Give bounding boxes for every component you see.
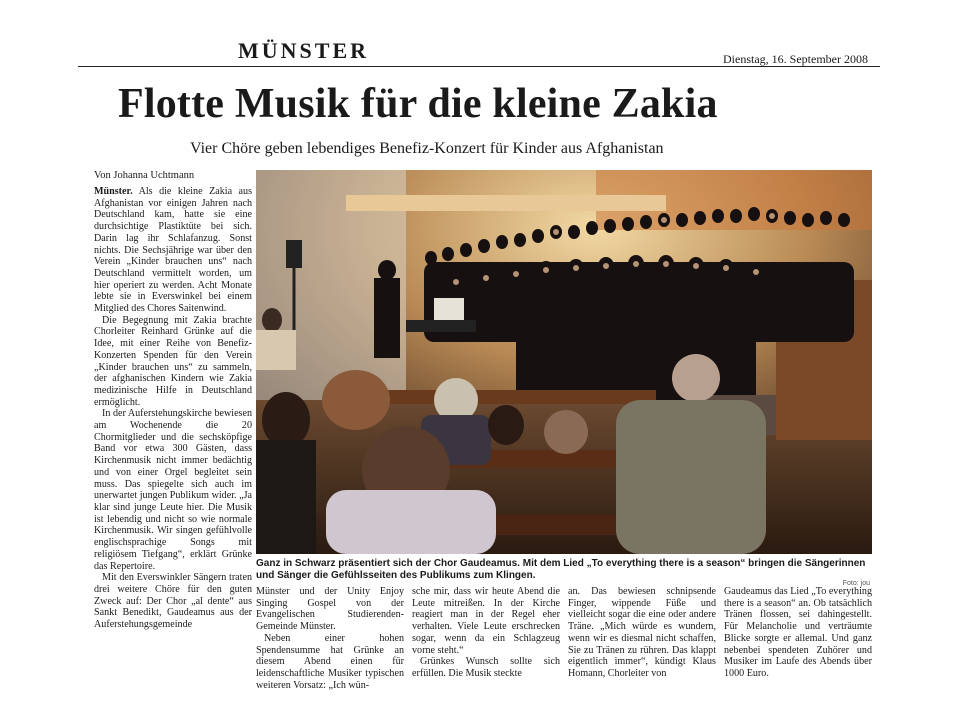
- byline: Von Johanna Uchtmann: [94, 170, 195, 181]
- dateline: Münster.: [94, 186, 133, 197]
- paragraph: Mit den Everswinkler Sängern traten drei weitere Chöre für den guten Zweck auf: Der Chor „al dente“ aus Sankt Benedikt, Gaudeamus aus der Auferstehungsgemeinde: [94, 572, 252, 631]
- paragraph: an. Das bewiesen schnipsende Finger, wippende Füße und vielleicht sogar die eine oder andere Träne. „Mich würde es wundern, wenn wir es diesmal nicht schaffen, Sie zu Tränen zu rühren. Das klappt eigentlich immer“, kündigt Klaus Homann, Chorleiter von: [568, 586, 716, 679]
- paragraph-text: Als die kleine Zakia aus Afghanistan vor einigen Jahren nach Deutschland kam, hatte sie eine durchsichtige Plastiktüte bei sich. Darin lag ihr Schlafanzug. Sonst nichts. Die Sechsjährige war über den Verein „Kinder brauchen uns“ nach Deutschland vermittelt worden, um hier operiert zu werden. Acht Monate lebte sie in Everswinkel bei einem Mitglied des Chores Saitenwind.: [94, 186, 253, 315]
- article-column-4: [568, 586, 716, 680]
- paragraph: In der Auferstehungskirche bewiesen am Wochenende die 20 Chormitglieder und die sechsköpfige Band vor etwa 300 Gästen, dass Kirchenmusik nicht immer bedächtig und von einer Orgel begleitet sein muss. Das spiegelte sich auch im unerwartet jungen Publikum wider. „Ja klar sind junge Leute hier. Die Musik ist lebendig und nicht so wie normale Kirchenmusik. Wir singen gefühlvolle englischsprachige Songs mit religiösem Tiefgang“, erklärt Grünke das Repertoire.: [94, 408, 252, 572]
- paragraph: sche mir, dass wir heute Abend die Leute mitreißen. In der Kirche reagiert man in der Regel eher verhalten. Viele Leute erschrecken sogar, wenn da ein Schlagzeug vorne steht.“: [412, 586, 560, 656]
- article-column-5: [724, 586, 872, 680]
- paragraph: Münster und der Unity Enjoy Singing Gospel von der Evangelischen Studierenden-Gemeinde Münster.: [256, 586, 404, 633]
- subheadline: Vier Chöre geben lebendiges Benefiz-Konzert für Kinder aus Afghanistan: [190, 140, 664, 157]
- article-column-3: [412, 586, 560, 680]
- choir-photo-illustration: [256, 170, 872, 554]
- header-rule: [78, 66, 880, 67]
- photo-caption: Ganz in Schwarz präsentiert sich der Chor Gaudeamus. Mit dem Lied „To everything there is a season“ bringen die Sängerinnen und Sänger die Gefühlsseiten des Publikums zum Klingen.: [256, 558, 866, 581]
- paragraph: Die Begegnung mit Zakia brachte Chorleiter Reinhard Grünke auf die Idee, mit einer Reihe von Benefiz-Konzerten Spenden für den Verein „Kinder brauchen uns“ zu sammeln, der afghanischen Kindern wie Zakia medizinische Hilfe in Deutschland ermöglicht.: [94, 314, 252, 408]
- lead-paragraph: [94, 186, 252, 315]
- paragraph: Neben einer hohen Spendensumme hat Grünke an diesem Abend einen für leidenschaftliche Musiker typischen weiteren Vorsatz: „Ich wün-: [256, 632, 404, 691]
- article-column-2: [256, 586, 404, 691]
- concert-photo: [256, 170, 872, 554]
- section-name: MÜNSTER: [238, 38, 370, 63]
- paragraph: Grünkes Wunsch sollte sich erfüllen. Die Musik steckte: [412, 656, 560, 679]
- photo-credit: Foto: jou: [842, 580, 870, 587]
- publication-date: Dienstag, 16. September 2008: [723, 52, 868, 66]
- paragraph: Gaudeamus das Lied „To everything there is a season“ an. Ob tatsächlich Tränen flossen, sei dahingestellt. Für Melancholie und verträumte Blicke sorgte er allemal. Und ganz nebenbei spendeten Zuhörer und Musiker im Laufe des Abends über 1000 Euro.: [724, 586, 872, 679]
- article-column-1: [94, 186, 252, 631]
- newspaper-clipping: [78, 38, 880, 690]
- headline: Flotte Musik für die kleine Zakia: [118, 81, 718, 127]
